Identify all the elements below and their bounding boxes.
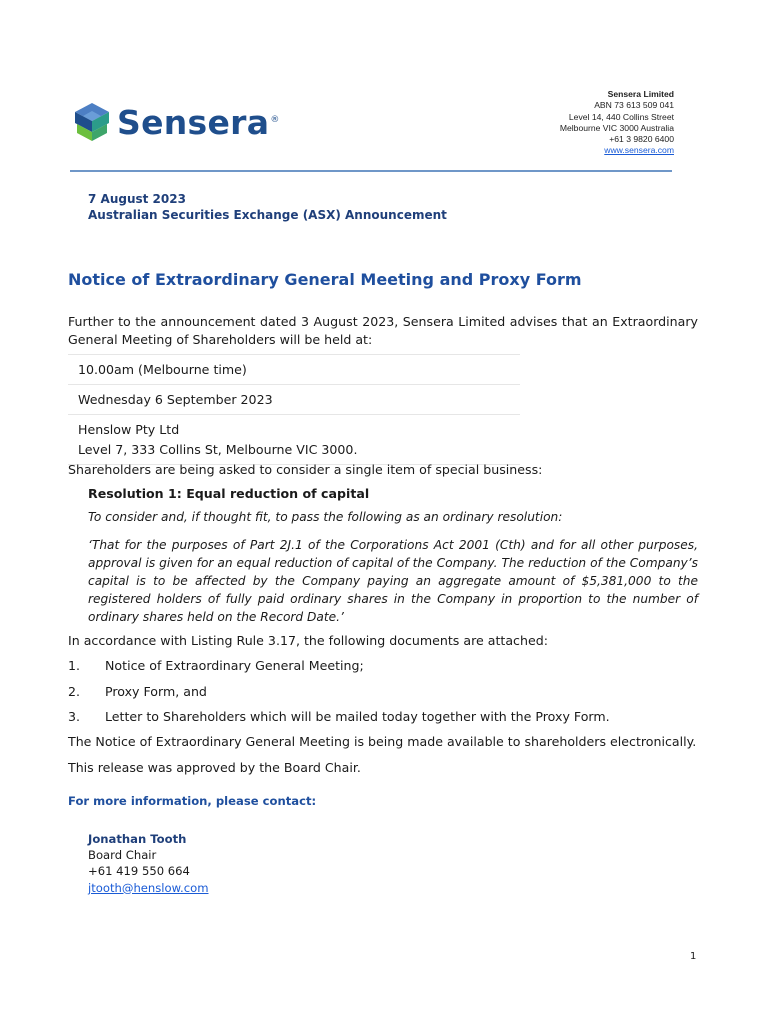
document-title: Notice of Extraordinary General Meeting and Proxy Form [68,270,582,289]
approval-paragraph: This release was approved by the Board Chair. [68,760,361,775]
list-item [68,708,610,734]
list-item-text: Letter to Shareholders which will be mailed today together with the Proxy Form. [105,709,610,724]
company-phone: +61 3 9820 6400 [609,134,674,145]
announcement-date: 7 August 2023 [88,192,186,206]
meeting-details [68,354,520,465]
list-item-number: 3. [68,709,81,724]
meeting-time: 10.00am (Melbourne time) [68,354,520,384]
header-divider [70,170,672,172]
availability-paragraph: The Notice of Extraordinary General Meeting is being made available to shareholders electronically. [68,734,697,749]
company-abn: ABN 73 613 509 041 [594,100,674,111]
announcement-meta [88,191,447,223]
company-address-line2: Melbourne VIC 3000 Australia [559,122,674,133]
list-item-number: 2. [68,683,81,699]
contact-heading: For more information, please contact: [68,794,317,808]
list-item [68,657,610,683]
resolution-text: ‘That for the purposes of Part 2J.1 of the Corporations Act 2001 (Cth) and for all other purposes, approval is given for an equal reduction of capital of the Company. The reduction of the Company’s capital is to be affected by the Company paying an aggregate amount of $5,381,000 to the registered holders of fully paid ordinary shares in the Company in proportion to the number of ordinary shares held on the Record Date.’ [88,538,698,624]
meeting-date: Wednesday 6 September 2023 [68,384,520,414]
logo-wordmark: Sensera [117,102,270,142]
meeting-venue [68,414,520,465]
contact-role: Board Chair [88,848,157,863]
company-name: Sensera Limited [607,89,674,99]
intro-paragraph: Further to the announcement dated 3 August 2023, Sensera Limited advises that an Extraordinary General Meeting of Shareholders will be held at: [68,314,698,347]
company-logo [73,102,279,142]
list-item-number: 1. [68,658,81,673]
contact-email-link[interactable]: jtooth@henslow.com [88,880,209,895]
registered-mark: ® [270,115,280,125]
company-details [560,89,674,157]
company-address-line1: Level 14, 440 Collins Street [568,111,674,122]
list-item [68,683,610,709]
company-website-link[interactable]: www.sensera.com [604,145,674,156]
meeting-venue-line2: Level 7, 333 Collins St, Melbourne VIC 3000. [78,442,358,457]
contact-phone: +61 419 550 664 [88,864,190,879]
resolution-instruction: To consider and, if thought fit, to pass the following as an ordinary resolution: [88,510,563,524]
resolution-heading: Resolution 1: Equal reduction of capital [88,486,370,501]
meeting-venue-line1: Henslow Pty Ltd [78,422,180,437]
documents-intro: In accordance with Listing Rule 3.17, the following documents are attached: [68,633,548,648]
contact-name: Jonathan Tooth [88,832,187,846]
sensera-logo-icon [73,102,111,142]
announcement-subtitle: Australian Securities Exchange (ASX) Announcement [88,208,447,222]
page-number: 1 [690,951,697,962]
business-intro: Shareholders are being asked to consider a single item of special business: [68,462,543,477]
list-item-text: Notice of Extraordinary General Meeting; [105,658,364,673]
contact-block [88,831,209,896]
list-item-text: Proxy Form, and [105,683,207,699]
documents-list [68,657,610,734]
